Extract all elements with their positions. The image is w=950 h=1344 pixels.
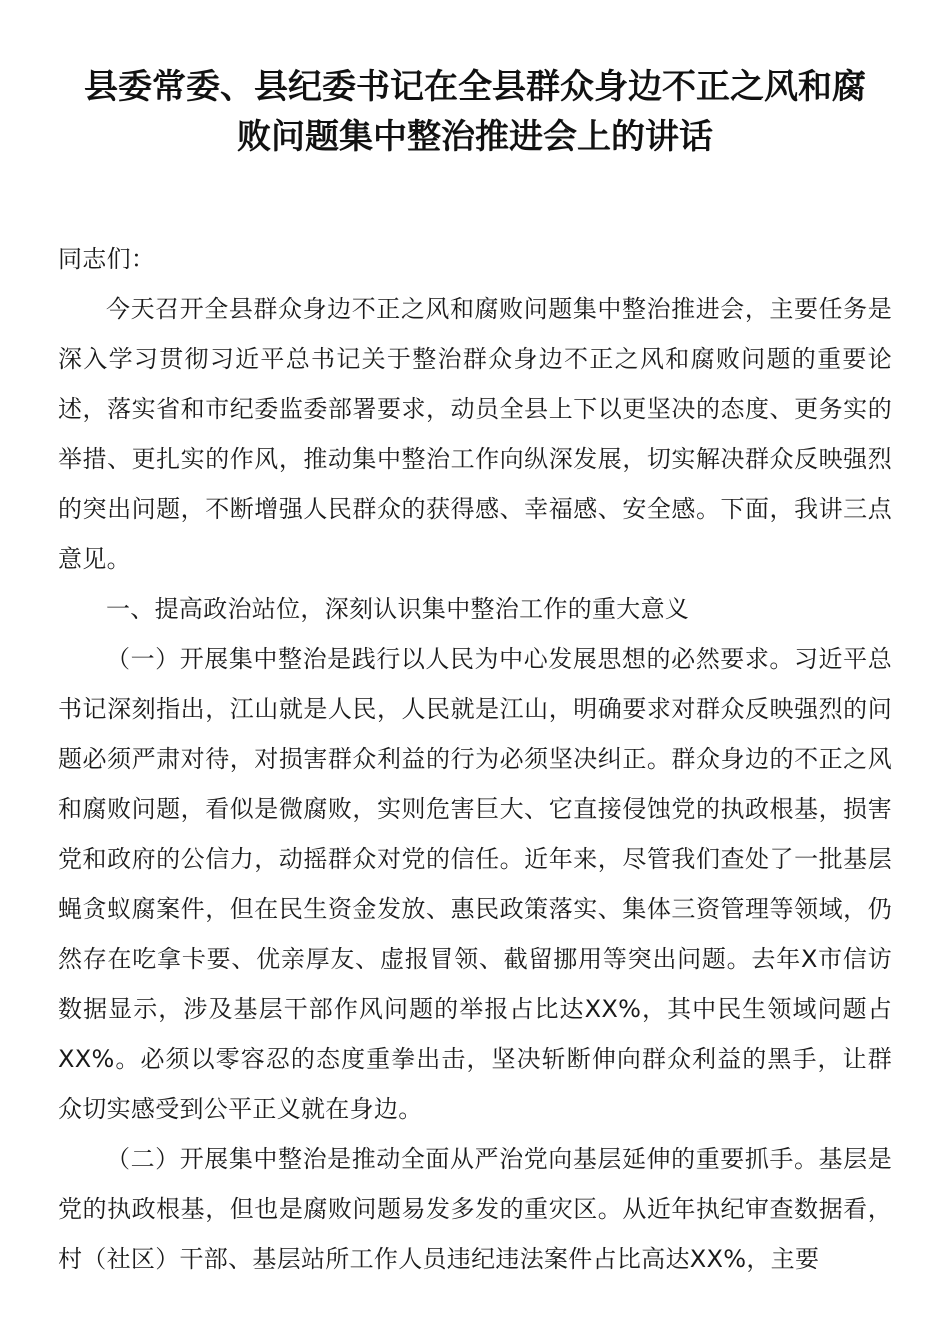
paragraph-intro: 今天召开全县群众身边不正之风和腐败问题集中整治推进会，主要任务是深入学习贯彻习近平总书记关于整治群众身边不正之风和腐败问题的重要论述，落实省和市纪委监委部署要求，动员全县上下以更坚决的态度、更务实的举措、更扎实的作风，推动集中整治工作向纵深发展，切实解决群众反映强烈的突出问题，不断增强人民群众的获得感、幸福感、安全感。下面，我讲三点意见。 bbox=[58, 295, 892, 573]
title-line-2: 败问题集中整治推进会上的讲话 bbox=[237, 117, 713, 157]
paragraph-point-2: （二）开展集中整治是推动全面从严治党向基层延伸的重要抓手。基层是党的执政根基，但也是腐败问题易发多发的重灾区。从近年执纪审查数据看，村（社区）干部、基层站所工作人员违纪违法案件占比高达XX%，主要 bbox=[58, 1145, 892, 1273]
section-heading-1: 一、提高政治站位，深刻认识集中整治工作的重大意义 bbox=[106, 595, 690, 623]
document-body bbox=[58, 234, 892, 1284]
paragraph-point-1: （一）开展集中整治是践行以人民为中心发展思想的必然要求。习近平总书记深刻指出，江山就是人民，人民就是江山，明确要求对群众反映强烈的问题必须严肃对待，对损害群众利益的行为必须坚决纠正。群众身边的不正之风和腐败问题，看似是微腐败，实则危害巨大、它直接侵蚀党的执政根基，损害党和政府的公信力，动摇群众对党的信任。近年来，尽管我们查处了一批基层蝇贪蚁腐案件，但在民生资金发放、惠民政策落实、集体三资管理等领域，仍然存在吃拿卡要、优亲厚友、虚报冒领、截留挪用等突出问题。去年X市信访数据显示，涉及基层干部作风问题的举报占比达XX%，其中民生领域问题占XX%。必须以零容忍的态度重拳出击，坚决斩断伸向群众利益的黑手，让群众切实感受到公平正义就在身边。 bbox=[58, 645, 892, 1123]
document-title bbox=[58, 62, 892, 162]
salutation: 同志们： bbox=[58, 245, 156, 273]
document-page bbox=[58, 62, 892, 1284]
title-line-1: 县委常委、县纪委书记在全县群众身边不正之风和腐 bbox=[84, 67, 866, 107]
